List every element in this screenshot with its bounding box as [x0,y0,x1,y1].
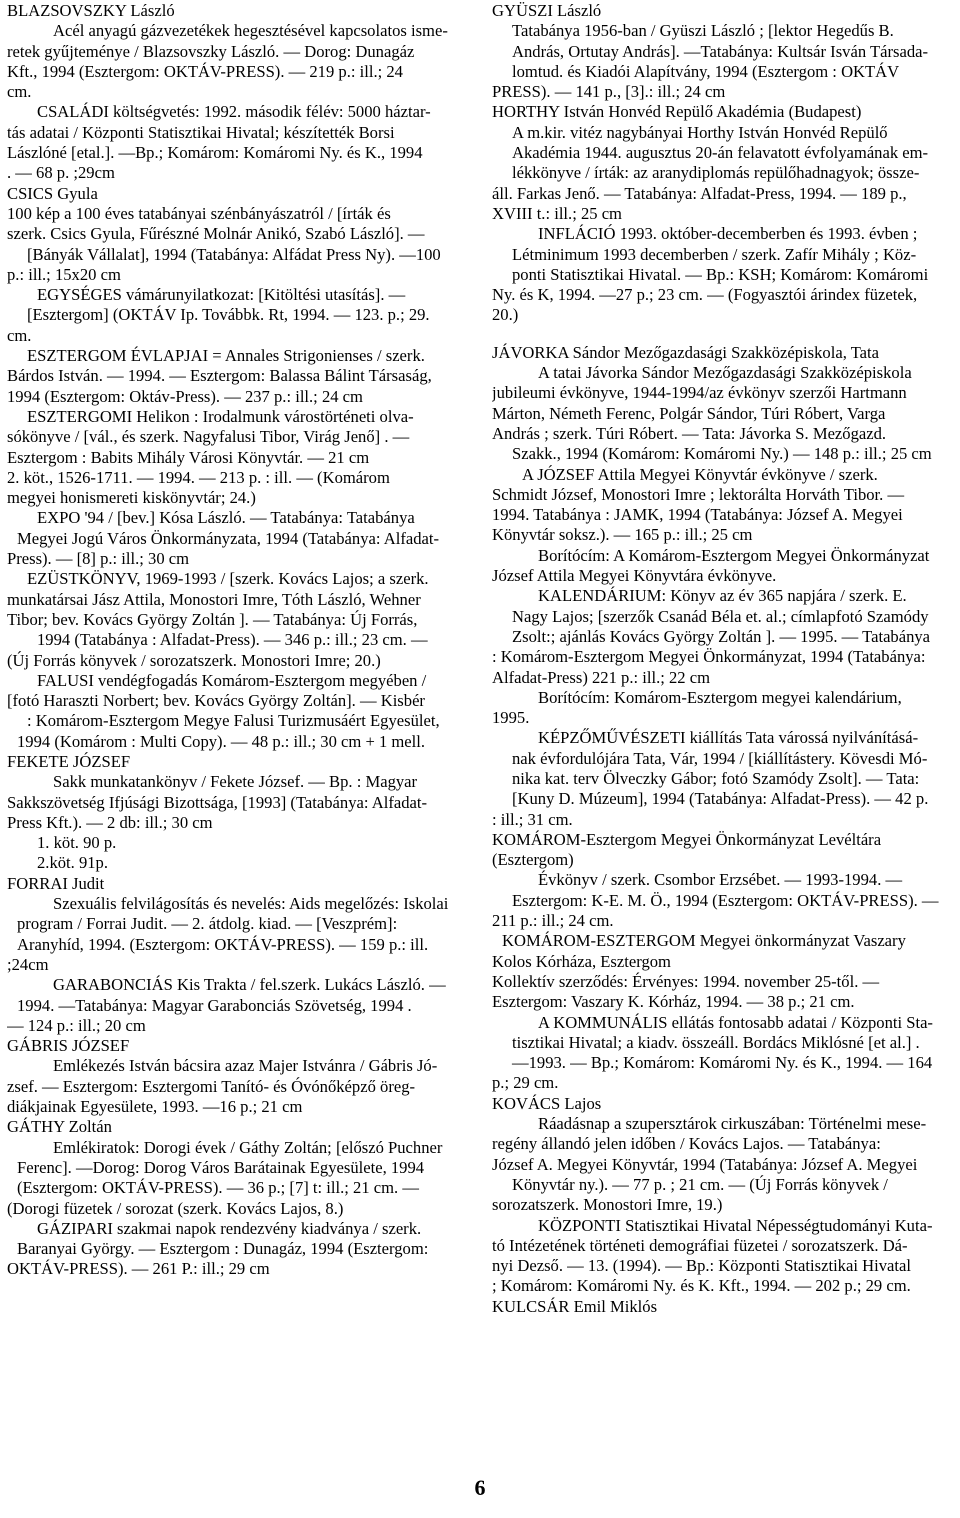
entry-text: Alfadat-Press) 221 p.: ill.; 22 cm [492,667,710,687]
entry-text: cm. [7,325,32,345]
entry-text: nak évfordulójára Tata, Vár, 1994 / [kiállítástery. Kövesdi Mó- [512,748,928,768]
entry-text: tás adatai / Központi Statisztikai Hivatal; készítették Borsi [7,122,395,142]
entry-text: nyi Dezső. — 13. (1994). — Bp.: Központi Statisztikai Hivatal [492,1256,911,1276]
entry-text: Kolos Kórháza, Esztergom [492,951,671,971]
entry-text: Tibor; bev. Kovács György Zoltán ]. — Tatabánya: Új Forrás, [7,609,418,629]
entry-heading: KOMÁROM-Esztergom Megyei Önkormányzat Levéltára [492,829,882,849]
entry-text: p.: ill.; 15x20 cm [7,264,121,284]
entry-text: szerk. Csics Gyula, Fűrészné Molnár Anikó, Szabó László]. — [7,224,425,244]
entry-text: (Esztergom: OKTÁV-PRESS). — 36 p.; [7] t: ill.; 21 cm. — [17,1178,419,1198]
entry-text: XVIII t.: ill.; 25 cm [492,203,622,223]
entry-text: Baranyai György. — Esztergom : Dunagáz, 1994 (Esztergom: [17,1239,429,1259]
entry-text: 211 p.: ill.; 24 cm. [492,911,614,931]
entry-text: áll. Farkas Jenő. — Tatabánya: Alfadat-Press, 1994. — 189 p., [492,183,907,203]
entry-text: Esztergom: Vaszary K. Kórház, 1994. — 38 p.; 21 cm. [492,992,855,1012]
entry-text: 1994. Tatabánya : JAMK, 1994 (Tatabánya: József A. Megyei [492,505,903,525]
entry-text: Emlékezés István bácsira azaz Majer Istvánra / Gábris Jó- [53,1056,438,1076]
entry-text: zsef. — Esztergom: Esztergomi Tanító- és Óvónőképző öreg- [7,1076,416,1096]
entry-text: Bárdos István. — 1994. — Esztergom: Balassa Bálint Társaság, [7,366,432,386]
entry-text: : Komárom-Esztergom Megye Falusi Turizmusáért Egyesület, [27,711,440,731]
entry-text: lomtud. és Kiadói Alapítvány, 1994 (Esztergom : OKTÁV [512,61,900,81]
entry-heading: GÁTHY Zoltán [7,1117,112,1137]
entry-text: Könyvtár ny.). — 77 p. ; 21 cm. — (Új Forrás könyvek / [512,1174,888,1194]
entry-text: tisztikai Hivatal; a kiadv. összeáll. Bordács Miklósné [et al.] . [512,1032,920,1052]
entry-text: regény állandó jelen időben / Kovács Lajos. — Tatabánya: [492,1134,881,1154]
entry-heading: FORRAI Judit [7,873,105,893]
entry-heading: KÉPZŐMŰVÉSZETI kiállítás Tata várossá nyilvánításá- [538,728,919,748]
entry-text: program / Forrai Judit. — 2. átdolg. kiad. — [Veszprém]: [17,914,398,934]
entry-text: [Esztergom] (OKTÁV Ip. Továbbk. Rt, 1994. — 123. p.; 29. [27,305,430,325]
entry-text: Aranyhíd, 1994. (Esztergom: OKTÁV-PRESS). — 159 p.: ill. [17,934,429,954]
entry-heading: GÁBRIS JÓZSEF [7,1036,130,1056]
entry-heading: BLAZSOVSZKY László [7,1,175,20]
entry-text: Zsolt:; ajánlás Kovács György Zoltán ]. — 1995. — Tatabánya [512,626,931,646]
entry-text: Akadémia 1944. augusztus 20-án felavatott évfolyamának em- [512,143,929,163]
entry-text: Schmidt József, Monostori Imre ; lektorálta Horváth Tibor. — [492,484,905,504]
entry-heading: FEKETE JÓZSEF [7,751,131,771]
entry-text: PRESS). — 141 p., [3].: ill.; 24 cm [492,82,726,102]
entry-heading: KALENDÁRIUM: Könyv az év 365 napjára / szerk. E. [538,586,907,606]
entry-text: József Attila Megyei Könyvtára évkönyve. [492,566,777,586]
entry-text: 1. köt. 90 p. [37,833,117,853]
entry-text: ponti Statisztikai Hivatal. — Bp.: KSH; Komárom: Komáromi [512,264,929,284]
entry-text: András ; szerk. Túri Róbert. — Tata: Jávorka S. Mezőgazd. [492,423,887,443]
entry-text: József A. Megyei Könyvtár, 1994 (Tatabánya: József A. Megyei [492,1154,918,1174]
entry-spacer [492,326,954,343]
entry-heading: EZÜSTKÖNYV, 1969-1993 / [szerk. Kovács Lajos; a szerk. [27,569,429,589]
entry-text: Megyei Jogú Város Önkormányzata, 1994 (Tatabánya: Alfadat- [17,528,440,548]
entry-text: Esztergom : Babits Mihály Városi Könyvtár. — 21 cm [7,447,370,467]
entry-text: Esztergom: K-E. M. Ö., 1994 (Esztergom: OKTÁV-PRESS). — [512,890,939,910]
entry-heading: GARABONCIÁS Kis Trakta / fel.szerk. Lukács László. — [53,975,446,995]
entry-heading: CSICS Gyula [7,183,98,203]
entry-text: 20.) [492,305,519,325]
entry-text: Évkönyv / szerk. Csombor Erzsébet. — 1993-1994. — [538,870,903,890]
entry-heading: GÁZIPARI szakmai napok rendezvény kiadványa / szerk. [37,1218,422,1238]
entry-text: Könyvtár soksz.). — 165 p.: ill.; 25 cm [492,525,753,545]
entry-text: Borítócím: Komárom-Esztergom megyei kalendárium, [538,687,902,707]
entry-text: — 124 p.: ill.; 20 cm [7,1015,146,1035]
entry-text: 1994. —Tatabánya: Magyar Garabonciás Szövetség, 1994 . [17,995,412,1015]
entry-text: Szexuális felvilágosítás és nevelés: Aids megelőzés: Iskolai [53,894,449,914]
entry-text: Kft., 1994 (Esztergom: OKTÁV-PRESS). — 219 p.: ill.; 24 [7,61,403,81]
entry-text: (Dorogi füzetek / sorozat (szerk. Kovács Lajos, 8.) [7,1198,344,1218]
entry-text: ;24cm [7,954,49,974]
entry-text: Sakk munkatankönyv / Fekete József. — Bp. : Magyar [53,772,418,792]
entry-heading: EGYSÉGES vámárunyilatkozat: [Kitöltési utasítás]. — [37,285,406,305]
entry-text: Press Kft.). — 2 db: ill.; 30 cm [7,812,213,832]
entry-text: cm. [7,82,32,102]
entry-heading: KOMÁROM-ESZTERGOM Megyei önkormányzat Vaszary [502,931,906,951]
entry-text: Nagy Lajos; [szerzők Csanád Béla et. al.; címlapfotó Szamódy [512,606,929,626]
entry-text: Tatabánya 1956-ban / Gyüszi László ; [lektor Hegedűs B. [512,21,894,41]
entry-text: munkatársai Jász Attila, Monostori Imre, Tóth László, Wehner [7,589,421,609]
entry-text: tó Intézetének történeti demográfiai füzetei / sorozatszerk. Dá- [492,1235,908,1255]
entry-text: Szakk., 1994 (Komárom: Komáromi Ny.) — 148 p.: ill.; 25 cm [512,444,932,464]
left-column [7,1,475,1280]
entry-text: Létminimum 1993 decemberben / szerk. Zafír Mihály ; Köz- [512,244,917,264]
entry-heading: INFLÁCIÓ 1993. október-decemberben és 1993. évben ; [538,224,918,244]
page-number: 6 [474,1475,486,1500]
entry-heading: KÖZPONTI Statisztikai Hivatal Népességtudományi Kuta- [538,1215,933,1235]
entry-text: . — 68 p. ;29cm [7,163,115,183]
entry-text: (Új Forrás könyvek / sorozatszerk. Monostori Imre; 20.) [7,650,381,670]
entry-text: Kollektív szerződés: Érvényes: 1994. november 25-től. — [492,971,880,991]
entry-text: retek gyűjteménye / Blazsovszky László. — Dorog: Dunagáz [7,41,415,61]
entry-heading: KULCSÁR Emil Miklós [492,1296,658,1316]
entry-text: (Esztergom) [492,850,574,870]
entry-text: : ill.; 31 cm. [492,809,573,829]
entry-text: p.; 29 cm. [492,1073,559,1093]
entry-text: Ny. és K, 1994. —27 p.; 23 cm. — (Fogyasztói árindex füzetek, [492,285,918,305]
entry-text: sókönyve / [vál., és szerk. Nagyfalusi Tibor, Virág Jenő] . — [7,427,410,447]
entry-text: Ferenc]. —Dorog: Dorog Város Barátainak Egyesülete, 1994 [17,1157,425,1177]
entry-text: 1994 (Tatabánya : Alfadat-Press). — 346 p.: ill.; 23 cm. — [37,630,428,650]
entry-text: András, Ortutay András]. —Tatabánya: Kultsár Isván Társada- [512,41,929,61]
entry-text: diákjainak Egyesülete, 1993. —16 p.; 21 cm [7,1097,303,1117]
entry-text: jubileumi évkönyve, 1944-1994/az évkönyv szerzői Hartmann [492,383,907,403]
entry-text: A m.kir. vitéz nagybányai Horthy István Honvéd Repülő [512,122,888,142]
entry-heading: HORTHY István Honvéd Repülő Akadémia (Budapest) [492,102,862,122]
entry-text: 2.köt. 91p. [37,853,108,873]
entry-heading: JÁVORKA Sándor Mezőgazdasági Szakközépiskola, Tata [492,342,880,362]
entry-text: Acél anyagú gázvezetékek hegesztésével kapcsolatos isme- [53,21,448,41]
entry-text: 2. köt., 1526-1711. — 1994. — 213 p. : ill. — (Komárom [7,467,390,487]
entry-text: Márton, Németh Ferenc, Polgár Sándor, Túri Róbert, Varga [492,403,886,423]
entry-text: lékkönyve / írták: az aranydiplomás repülőhadnagyok; össze- [512,163,920,183]
entry-text: Borítócím: A Komárom-Esztergom Megyei Önkormányzat [538,545,930,565]
entry-text: nika kat. terv Ölveczky Gábor; fotó Szamódy Zsolt]. — Tata: [512,768,920,788]
entry-heading: GYÜSZI László [492,1,602,20]
entry-text: Emlékiratok: Dorogi évek / Gáthy Zoltán; [előszó Puchner [53,1137,443,1157]
entry-text: OKTÁV-PRESS). — 261 P.: ill.; 29 cm [7,1259,270,1279]
entry-text: 1994 (Esztergom: Oktáv-Press). — 237 p.: ill.; 24 cm [7,386,363,406]
entry-text: Ráadásnap a szupersztárok cirkuszában: Történelmi mese- [538,1114,927,1134]
entry-heading: ESZTERGOMI Helikon : Irodalmunk várostörténeti olva- [27,406,414,426]
entry-text: [Bányák Vállalat], 1994 (Tatabánya: Alfádat Press Ny). —100 [27,244,441,264]
entry-text: Sakkszövetség Ifjúsági Bizottsága, [1993] (Tatabánya: Alfadat- [7,792,428,812]
entry-text: [Kuny D. Múzeum], 1994 (Tatabánya: Alfadat-Press). — 42 p. [512,789,929,809]
entry-text: ; Komárom: Komáromi Ny. és K. Kft., 1994. — 202 p.; 29 cm. [492,1276,911,1296]
entry-text: megyei honismereti kiskönyvtár; 24.) [7,488,256,508]
entry-heading: FALUSI vendégfogadás Komárom-Esztergom megyében / [37,670,427,690]
entry-text: Press). — [8] p.: ill.; 30 cm [7,549,190,569]
entry-text: —1993. — Bp.; Komárom: Komáromi Ny. és K., 1994. — 164 [512,1053,933,1073]
entry-heading: A JÓZSEF Attila Megyei Könyvtár évkönyve / szerk. [522,464,878,484]
entry-text: 1994 (Komárom : Multi Copy). — 48 p.: ill.; 30 cm + 1 mell. [17,731,426,751]
entry-text: 1995. [492,708,530,728]
entry-heading: A KOMMUNÁLIS ellátás fontosabb adatai / Központi Sta- [538,1012,933,1032]
right-column [492,1,954,1317]
entry-text: : Komárom-Esztergom Megyei Önkormányzat, 1994 (Tatabánya: [492,647,926,667]
entry-heading: EXPO '94 / [bev.] Kósa László. — Tatabánya: Tatabánya [37,508,415,528]
entry-text: sorozatszerk. Monostori Imre, 19.) [492,1195,723,1215]
entry-text: [fotó Haraszti Norbert; bev. Kovács György Zoltán]. — Kisbér [7,691,425,711]
entry-heading: ESZTERGOM ÉVLAPJAI = Annales Strigonienses / szerk. [27,346,425,366]
entry-heading: CSALÁDI költségvetés: 1992. második félév: 5000 háztar- [37,102,431,122]
entry-text: A tatai Jávorka Sándor Mezőgazdasági Szakközépiskola [538,363,912,383]
entry-heading: KOVÁCS Lajos [492,1093,602,1113]
entry-text: Lászlóné [etal.]. —Bp.; Komárom: Komáromi Ny. és K., 1994 [7,143,423,163]
entry-text: 100 kép a 100 éves tatabányai szénbányászatról / [írták és [7,203,391,223]
